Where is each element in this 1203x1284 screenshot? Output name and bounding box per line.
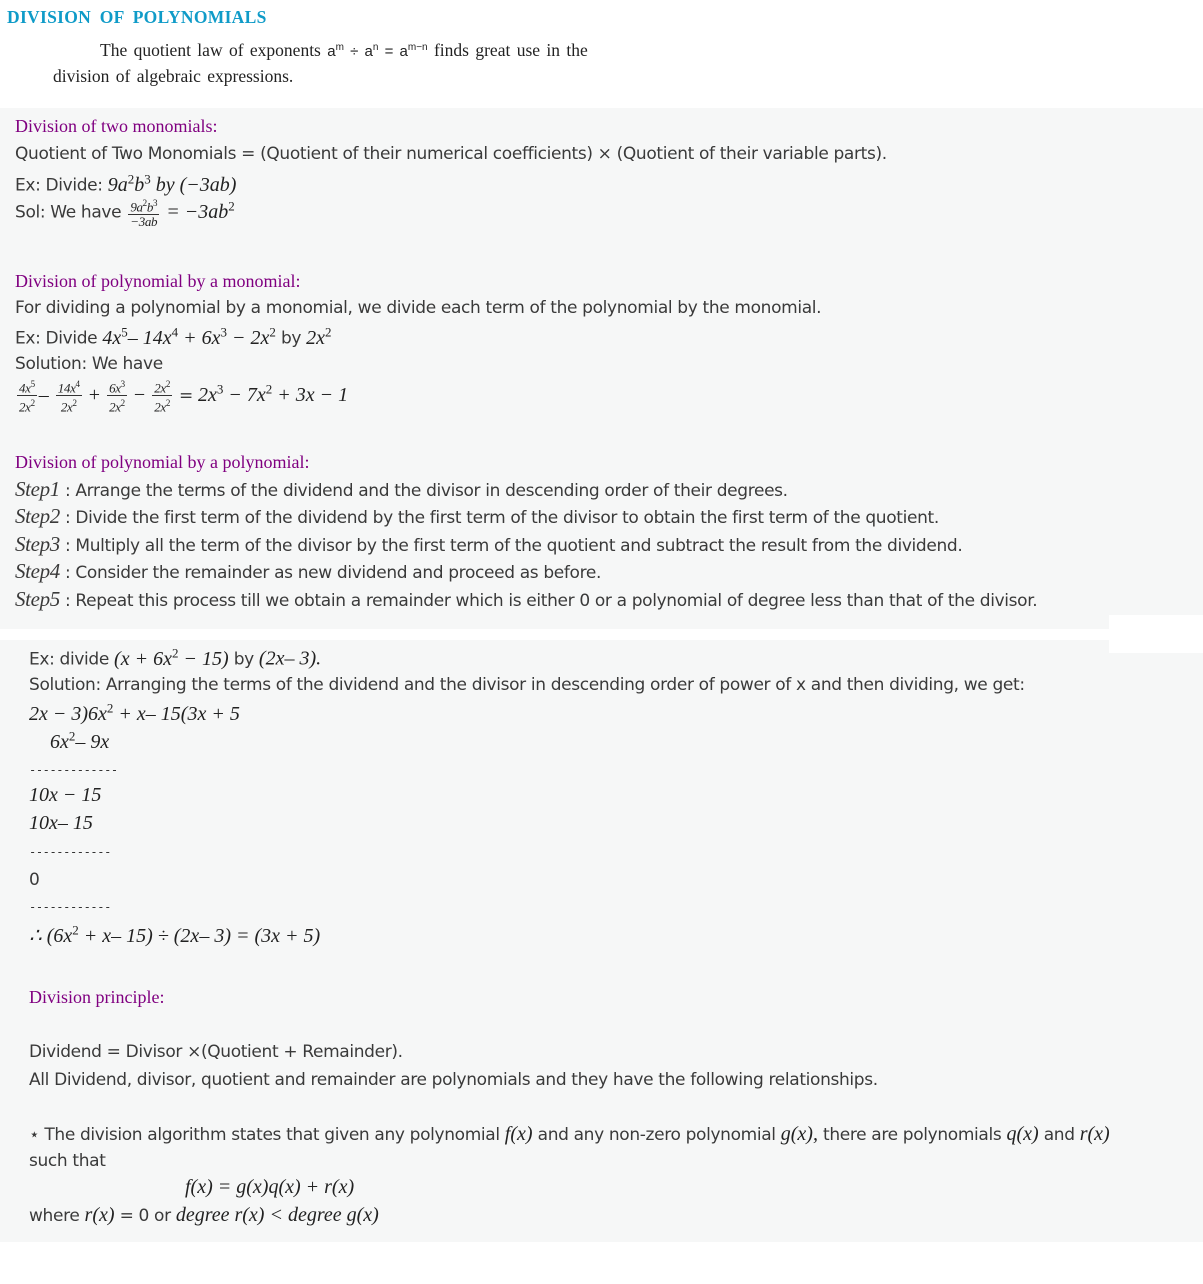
star-icon: ⋆	[29, 1125, 40, 1145]
long-division-line-1: $2x - 3)6x^2 + x-$ 15(3x + 5	[29, 700, 240, 725]
division-rule-line: ------------	[29, 845, 111, 859]
section-heading-poly-by-mono: Division of polynomial by a monomial:	[15, 271, 301, 291]
poly-mono-example: Ex: Divide $4x^5-$ $14x^4 + 6x^3 - 2x^2$ by $2x^2$	[15, 324, 332, 349]
long-division-divisor: (2x– 3).	[258, 647, 322, 670]
degree-condition: where r(x) = 0 or degree r(x) < degree g(x)	[29, 1204, 379, 1226]
step-item: Step1 : Arrange the terms of the dividend and the divisor in descending order of their degrees.	[15, 477, 788, 501]
algorithm-line-2: such that	[29, 1151, 106, 1171]
division-rule-line: ------------	[29, 900, 111, 914]
long-division-example: Ex: divide $(x + 6x^2 - 15)$ by (2x– 3).	[29, 645, 322, 670]
monomial-example: Ex: Divide: $9a^2b^3$ by (−3ab)	[15, 171, 237, 196]
division-identity: f(x) = g(x)q(x) + r(x)	[185, 1176, 355, 1198]
fraction-term: $\frac{2x^2}{2x^2}$	[154, 379, 170, 415]
fraction-term: $\frac{6x^3}{2x^2}$	[109, 379, 125, 415]
monomial-rule: Quotient of Two Monomials = (Quotient of their numerical coefficients) × (Quotient of their variable parts).	[15, 144, 887, 164]
monomial-result: = $-3ab^2$	[166, 198, 235, 223]
monomial-solution: Sol: We have $\frac{9a^2b^3}{-3ab}$ = $-3ab^2$	[15, 198, 235, 230]
long-division-remainder: 0	[29, 870, 40, 890]
intro-text: The quotient law of exponents	[100, 40, 321, 60]
poly-mono-solution-label: Solution: We have	[15, 354, 163, 374]
poly-mono-result: $2x^3 - 7x^2 + 3x - 1$	[198, 381, 349, 406]
box-separator	[9, 629, 1109, 640]
intro-text-after: finds great use in the	[433, 40, 588, 60]
poly-mono-dividend: $4x^5-$ $14x^4 + 6x^3 - 2x^2$	[102, 324, 276, 349]
section-heading-poly-by-poly: Division of polynomial by a polynomial:	[15, 452, 310, 472]
long-division-dividend: $(x + 6x^2 - 15)$	[114, 645, 229, 670]
quotient-law-formula: $a^m \div a^n = a^{m-n}$	[327, 42, 428, 60]
step-item: Step3 : Multiply all the term of the divisor by the first term of the quotient and subtract the result from the dividend.	[15, 532, 963, 556]
step-item: Step4 : Consider the remainder as new dividend and proceed as before.	[15, 559, 601, 583]
poly-mono-rule: For dividing a polynomial by a monomial, we divide each term of the polynomial by the monomial.	[15, 298, 822, 318]
long-division-line-3: 10x − 15	[29, 784, 102, 806]
long-division-line-4: 10x– 15	[29, 812, 93, 834]
poly-mono-solution: $\frac{4x^5}{2x^2}$ – $\frac{14x^4}{2x^2}$ + $\frac{6x^3}{2x^2}$ − $\frac{2x^2}{2x^2}$ = $2x^3 - 7x^2 + 3x - 1$	[19, 379, 349, 415]
step-item: Step2 : Divide the first term of the dividend by the first term of the divisor to obtain the first term of the quotient.	[15, 504, 939, 528]
division-rule-line: -------------	[29, 763, 118, 777]
intro-line-2: division of algebraic expressions.	[53, 66, 294, 86]
long-division-line-2: $6x^2-$ 9x	[50, 728, 110, 753]
principle-formula: Dividend = Divisor ×(Quotient + Remainder).	[29, 1042, 403, 1062]
poly-mono-divisor: $2x^2$	[306, 324, 332, 349]
box-notch	[1109, 615, 1203, 653]
page-title: DIVISION OF POLYNOMIALS	[7, 7, 267, 27]
principle-relationship: All Dividend, divisor, quotient and remainder are polynomials and they have the following relationships.	[29, 1070, 878, 1090]
step-item: Step5 : Repeat this process till we obtain a remainder which is either 0 or a polynomial of degree less than that of the divisor.	[15, 587, 1038, 611]
fraction-term: $\frac{14x^4}{2x^2}$	[57, 379, 80, 415]
section-heading-principle: Division principle:	[29, 987, 165, 1007]
long-division-conclusion: ∴ ($6x^2 + x-$ 15) ÷ (2x– 3) = (3x + 5)	[29, 922, 321, 947]
fraction-term: $\frac{4x^5}{2x^2}$	[19, 379, 35, 415]
monomial-fraction: $\frac{9a^2b^3}{-3ab}$	[130, 198, 158, 230]
division-algorithm-statement: ⋆ The division algorithm states that given any polynomial f(x) and any non-zero polynomial g(x), there are polynomials q(x) and r(x)	[29, 1123, 1110, 1145]
long-division-solution-text: Solution: Arranging the terms of the dividend and the divisor in descending order of power of x and then dividing, we get:	[29, 675, 1025, 695]
monomial-example-math: $9a^2b^3$ by (−3ab)	[107, 171, 237, 196]
section-heading-monomials: Division of two monomials:	[15, 116, 218, 136]
intro-paragraph	[53, 36, 743, 88]
